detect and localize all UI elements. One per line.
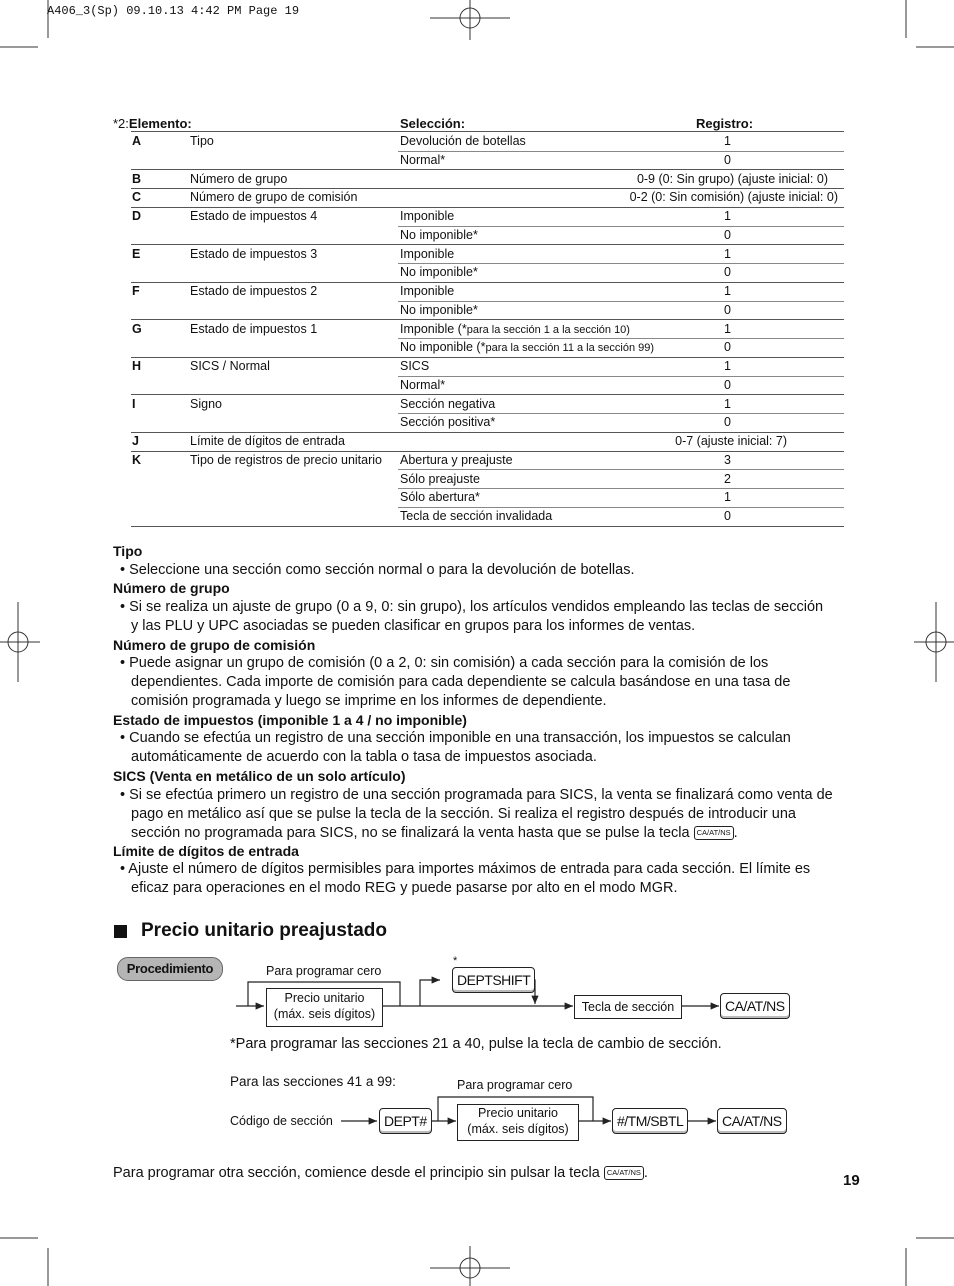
- table-row-selection: Devolución de botellas: [400, 134, 526, 148]
- caatns-key-icon: CA/AT/NS: [694, 826, 734, 840]
- print-header: A406_3(Sp) 09.10.13 4:42 PM Page 19: [47, 4, 300, 18]
- table-row-selection: No imponible (*para la sección 11 a la sección 99): [400, 340, 655, 355]
- table-row-letter: F: [132, 284, 140, 298]
- table-row-value: 3: [724, 452, 731, 467]
- table-row-value: 0: [724, 227, 731, 242]
- note-sections-21-40: *Para programar las secciones 21 a 40, pulse la tecla de cambio de sección.: [230, 1036, 722, 1052]
- table-row-selection: No imponible*: [400, 302, 478, 317]
- heading-limite: Límite de dígitos de entrada: [113, 843, 299, 859]
- footer-note: Para programar otra sección, comience desde el principio sin pulsar la tecla CA/AT/NS .: [113, 1165, 648, 1181]
- table-row-selection: Normal*: [400, 377, 446, 392]
- deptshift-key-icon: DEPTSHIFT: [452, 967, 535, 993]
- text-grupo: • Si se realiza un ajuste de grupo (0 a 9, 0: sin grupo), los artículos vendidos empleando las teclas de sección y las PLU y UPC asociadas se pueden clasificar en grupos para los informes de ventas.: [120, 599, 824, 634]
- caatns-key-icon-1: CA/AT/NS: [720, 993, 790, 1019]
- table-row-item: Número de grupo: [190, 171, 288, 186]
- table-row-selection: Sólo preajuste: [400, 471, 480, 486]
- table-row-selection: Normal*: [400, 152, 446, 167]
- table-header-selection: Selección:: [400, 116, 466, 131]
- diagram2-label: Para las secciones 41 a 99:: [230, 1074, 396, 1089]
- table-row-value: 0: [724, 509, 731, 523]
- deptshift-star: *: [453, 955, 458, 967]
- table-row-selection: No imponible*: [400, 227, 478, 242]
- table-row-letter: E: [132, 246, 141, 261]
- table-row-item: Tipo: [190, 134, 214, 148]
- table-row-value: 1: [724, 321, 731, 336]
- text-tipo: • Seleccione una sección como sección normal o para la devolución de botellas.: [120, 562, 635, 578]
- table-row-selection: Sólo abertura*: [400, 490, 480, 505]
- caatns-key-icon-3: CA/AT/NS: [604, 1166, 644, 1180]
- table-row-value: 1: [724, 490, 731, 505]
- code-label: Código de sección: [230, 1114, 333, 1128]
- table-row-value: 0-2 (0: Sin comisión) (ajuste inicial: 0): [629, 190, 838, 205]
- zero-label-1: Para programar cero: [266, 964, 382, 978]
- table-row-selection: Imponible: [400, 209, 455, 223]
- table-row-item: Estado de impuestos 1: [190, 321, 318, 336]
- caatns-key-icon-2: CA/AT/NS: [717, 1108, 787, 1134]
- heading-tipo: Tipo: [113, 543, 143, 559]
- page-number: 19: [843, 1172, 860, 1189]
- dept-key-box: Tecla de sección: [574, 995, 682, 1019]
- table-row-value: 1: [724, 359, 731, 373]
- table-row-selection: Sección positiva*: [400, 415, 496, 430]
- text-sics: • Si se efectúa primero un registro de una sección programada para SICS, la venta se finalizará como venta de pago en metálico así que se pulse la tecla de la sección. Si realiza el registro después de introducir una sección no programada para SICS, no se finalizará la venta hasta que se pulse la tecla CA/AT/NS .: [120, 787, 833, 841]
- table-row-item: Tipo de registros de precio unitario: [190, 452, 382, 467]
- table-row-letter: C: [132, 190, 142, 205]
- table-row-item: SICS / Normal: [190, 359, 270, 373]
- table-row-value: 0: [724, 302, 731, 317]
- table-row-letter: D: [132, 209, 142, 223]
- heading-impuestos: Estado de impuestos (imponible 1 a 4 / no imponible): [113, 712, 467, 728]
- table-row-item: Número de grupo de comisión: [190, 190, 358, 205]
- heading-comision: Número de grupo de comisión: [113, 637, 316, 653]
- table-row-selection: Imponible: [400, 246, 455, 261]
- zero-label-2: Para programar cero: [457, 1078, 573, 1092]
- table-row-value: 2: [724, 471, 731, 486]
- table-row-selection: Tecla de sección invalidada: [400, 509, 553, 523]
- table-row-value: 0-9 (0: Sin grupo) (ajuste inicial: 0): [636, 171, 828, 186]
- table-row-letter: G: [132, 321, 142, 336]
- table-row-item: Estado de impuestos 2: [190, 284, 318, 298]
- table-row-selection: No imponible*: [400, 265, 478, 280]
- table-row-item: Signo: [190, 396, 222, 411]
- text-impuestos: • Cuando se efectúa un registro de una sección imponible en una transacción, los impuestos se calculan automáticamente de acuerdo con la tabla o tasa de impuestos asociada.: [120, 730, 791, 765]
- table-header-element: *2:Elemento:: [113, 116, 192, 131]
- table-row-value: 0: [724, 152, 731, 167]
- procedure-badge: Procedimiento: [117, 957, 223, 981]
- table-row-value: 1: [724, 396, 731, 411]
- tm-sbtl-key-icon: #/TM/SBTL: [612, 1108, 688, 1134]
- table-row-item: Estado de impuestos 4: [190, 209, 318, 223]
- table-row-letter: I: [132, 396, 136, 411]
- table-row-letter: A: [132, 134, 142, 148]
- table-row-value: 1: [724, 134, 731, 148]
- price-box-1: Precio unitario (máx. seis dígitos): [266, 988, 383, 1027]
- table-row-letter: H: [132, 359, 142, 373]
- heading-sics: SICS (Venta en metálico de un solo artículo): [113, 768, 406, 784]
- table-row-item: Límite de dígitos de entrada: [190, 434, 345, 448]
- table-row-value: 0-7 (ajuste inicial: 7): [675, 434, 787, 448]
- table-row-value: 1: [724, 209, 731, 223]
- table-row-value: 0: [724, 265, 731, 280]
- heading-grupo: Número de grupo: [113, 580, 230, 596]
- text-limite: • Ajuste el número de dígitos permisibles para importes máximos de entrada para cada sección. El límite es eficaz para operaciones en el modo REG y puede pasarse por alto en el modo MGR.: [120, 861, 811, 896]
- table-row-selection: Sección negativa: [400, 396, 496, 411]
- table-row-letter: B: [132, 171, 142, 186]
- table-row-selection: SICS: [400, 359, 430, 373]
- table-row-letter: K: [132, 452, 142, 467]
- table-row-value: 1: [724, 284, 731, 298]
- price-box-2: Precio unitario (máx. seis dígitos): [457, 1104, 579, 1141]
- table-row-letter: J: [132, 434, 139, 448]
- table-row-selection: Abertura y preajuste: [400, 452, 513, 467]
- table-row-value: 0: [724, 377, 731, 392]
- dept-num-key-icon: DEPT#: [379, 1108, 432, 1134]
- table-row-value: 0: [724, 340, 731, 355]
- table-row-selection: Imponible (*para la sección 1 a la sección 10): [400, 321, 630, 336]
- table-header-register: Registro:: [696, 116, 754, 131]
- table-row-value: 1: [724, 246, 731, 261]
- text-comision: • Puede asignar un grupo de comisión (0 a 2, 0: sin comisión) a cada sección para la comisión de los dependientes. Cada importe de comisión para cada dependiente se calcula basándose en una tasa de comisión programada y luego se imprime en los informes de dependiente.: [120, 655, 791, 709]
- table-row-value: 0: [724, 415, 731, 430]
- table-row-selection: Imponible: [400, 284, 455, 298]
- section-title: Precio unitario preajustado: [141, 920, 387, 941]
- table-row-item: Estado de impuestos 3: [190, 246, 318, 261]
